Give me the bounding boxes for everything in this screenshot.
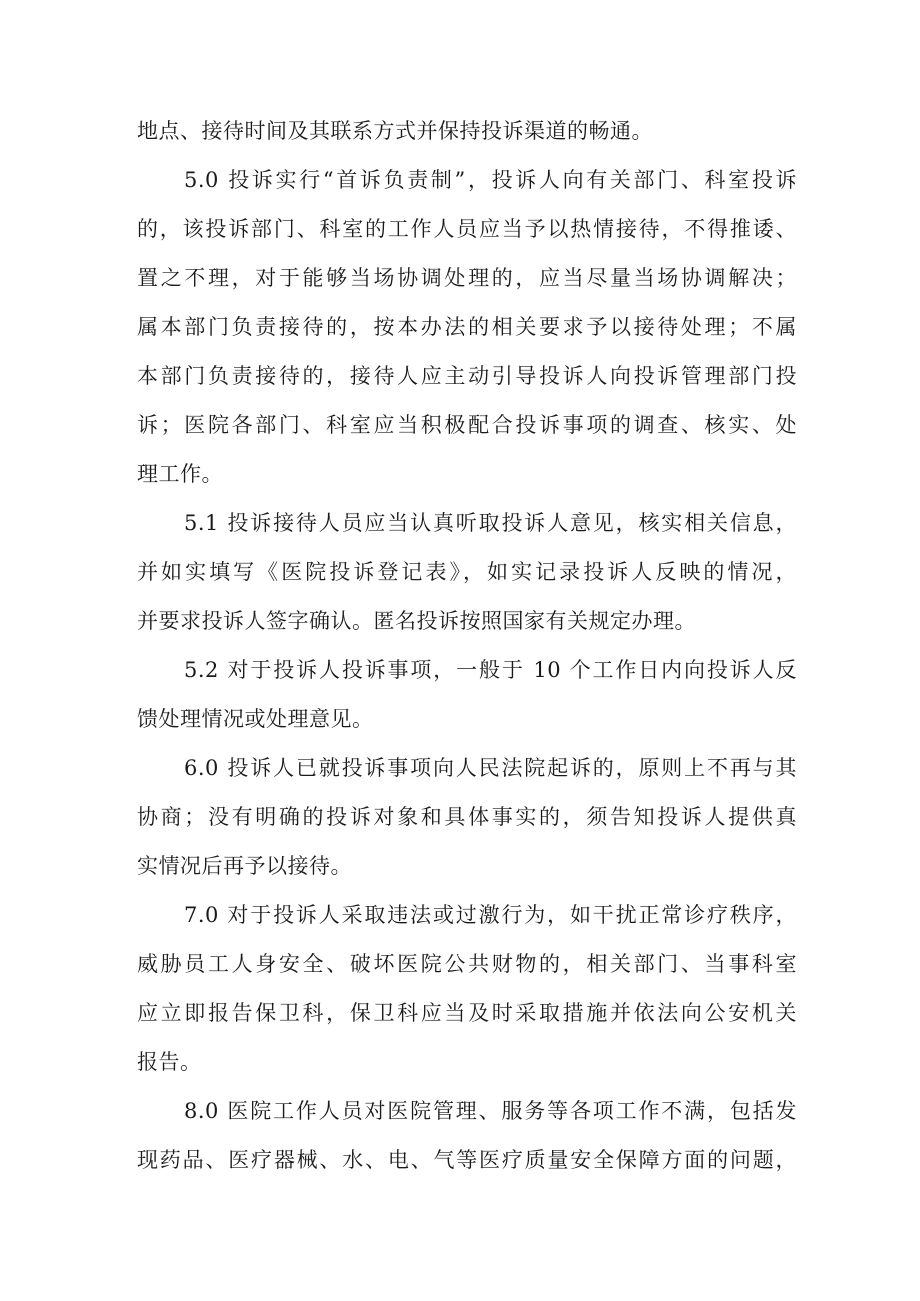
text-line: 置之不理，对于能够当场协调处理的，应当尽量当场协调解决；: [137, 266, 797, 290]
text-line: 实情况后再予以接待。: [137, 854, 352, 878]
paragraph-first-line: 7.0 对于投诉人采取违法或过激行为，如干扰正常诊疗秩序，: [184, 903, 797, 927]
text-line: 理工作。: [137, 462, 223, 486]
text-line: 协商；没有明确的投诉对象和具体事实的，须告知投诉人提供真: [137, 805, 797, 829]
text-line: 并如实填写《医院投诉登记表》，如实记录投诉人反映的情况，: [137, 560, 797, 584]
text-line: 地点、接待时间及其联系方式并保持投诉渠道的畅通。: [137, 119, 653, 143]
text-line: 报告。: [137, 1050, 202, 1074]
text-line: 属本部门负责接待的，按本办法的相关要求予以接待处理；不属: [137, 315, 797, 339]
text-line: 并要求投诉人签字确认。匿名投诉按照国家有关规定办理。: [137, 609, 696, 633]
text-line: 本部门负责接待的，接待人应主动引导投诉人向投诉管理部门投: [137, 364, 797, 388]
text-line: 馈处理情况或处理意见。: [137, 707, 374, 731]
text-line: 的，该投诉部门、科室的工作人员应当予以热情接待，不得推诿、: [137, 217, 797, 241]
paragraph-first-line: 8.0 医院工作人员对医院管理、服务等各项工作不满，包括发: [184, 1099, 797, 1123]
text-line: 应立即报告保卫科，保卫科应当及时采取措施并依法向公安机关: [137, 1001, 797, 1025]
paragraph-first-line: 5.0 投诉实行“首诉负责制”，投诉人向有关部门、科室投诉: [184, 168, 797, 192]
paragraph-first-line: 6.0 投诉人已就投诉事项向人民法院起诉的，原则上不再与其: [184, 756, 797, 780]
paragraph-first-line: 5.1 投诉接待人员应当认真听取投诉人意见，核实相关信息，: [184, 511, 797, 535]
text-line: 威胁员工人身安全、破坏医院公共财物的，相关部门、当事科室: [137, 952, 797, 976]
text-line: 现药品、医疗器械、水、电、气等医疗质量安全保障方面的问题，: [137, 1148, 797, 1172]
paragraph-first-line: 5.2 对于投诉人投诉事项，一般于 10 个工作日内向投诉人反: [184, 658, 797, 682]
text-line: 诉；医院各部门、科室应当积极配合投诉事项的调查、核实、处: [137, 413, 797, 437]
